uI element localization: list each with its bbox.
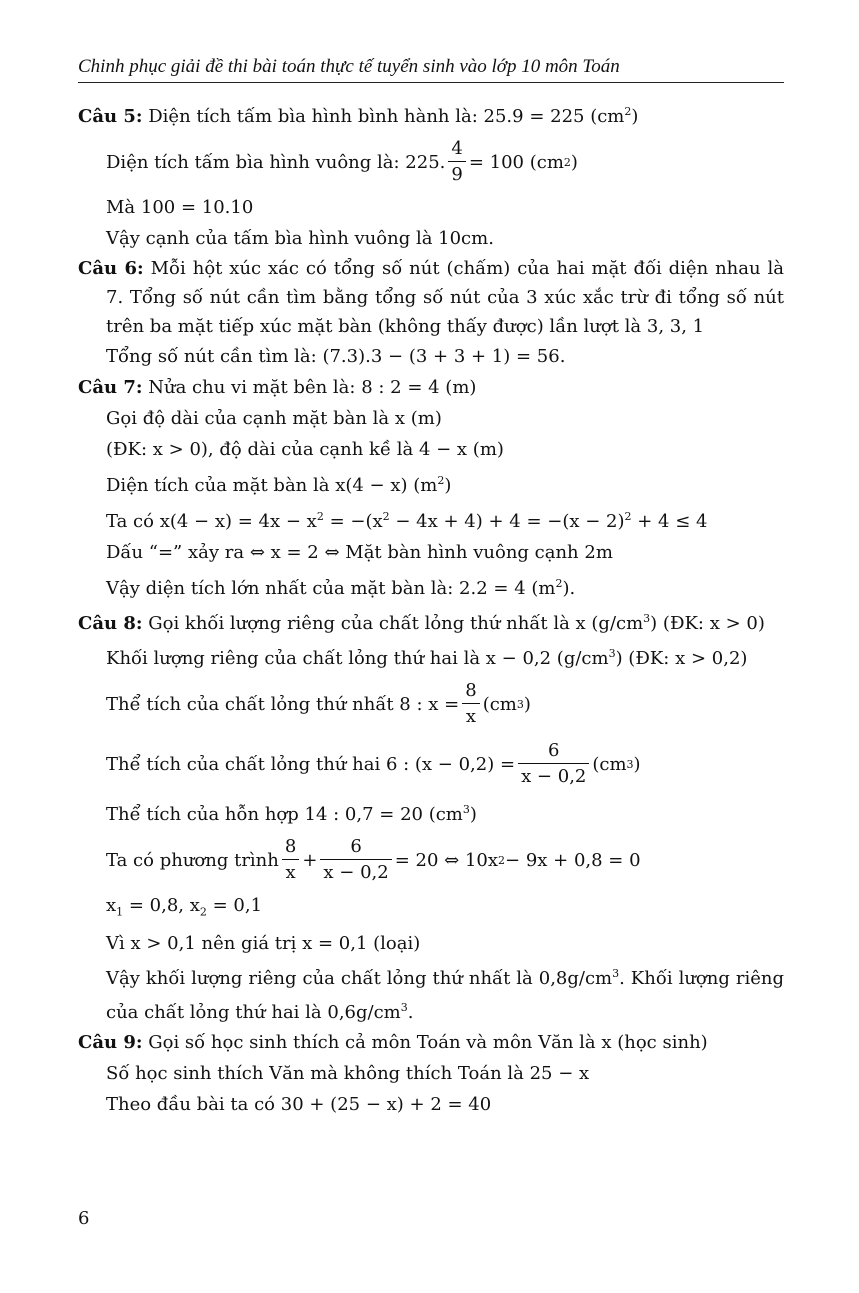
- c7-line-2: Gọi độ dài của cạnh mặt bàn là x (m): [106, 408, 442, 429]
- c8-line-8: Vì x > 0,1 nên giá trị x = 0,1 (loại): [106, 932, 421, 954]
- c7-line-6: Dấu “=” xảy ra ⇔ x = 2 ⇔ Mặt bàn hình vuông cạnh 2m: [106, 542, 613, 563]
- c9-line-1: Câu 9: Gọi số học sinh thích cả môn Toán và môn Văn là x (học sinh): [78, 1031, 708, 1053]
- c8-line-2: Khối lượng riêng của chất lỏng thứ hai là x − 0,2 $(g/cm^3)$ (ĐK: x > 0,2): [106, 647, 748, 669]
- c7-label: Câu 7:: [78, 377, 143, 398]
- fraction-8-x-eq: 8 x: [282, 835, 299, 886]
- c5-line-2: Diện tích tấm bìa hình vuông là: 225. $\frac{4}{9}$ = 100 (cm 2 ): [78, 132, 784, 192]
- c8-line-6: Ta có phương trình 8 x + $\frac{6}{x - 0,2}$ = 20 ⇔ 10x 2 − 9x + 0,8 = 0: [78, 830, 784, 890]
- c6-line-2: Tổng số nút cần tìm là: (7.3).3 − (3 + 3 + 1) = 56.: [106, 346, 566, 367]
- c5-line-1: Câu 5: Diện tích tấm bìa hình bình hành là: 25.9 = 225 $(cm^2)$: [78, 105, 639, 127]
- c5-line-4: Vậy cạnh của tấm bìa hình vuông là 10cm.: [106, 228, 494, 249]
- c8-line-4: Thể tích của chất lỏng thứ hai 6 : (x − 0,2) = $\frac{6}{x - 0,2}$ (cm 3 ): [78, 734, 784, 794]
- c7-line-5: Ta có $x(4 - x) = 4x - x^2 = -(x^2 - 4x + 4) + 4 = -(x - 2)^2 + 4 \le 4$: [106, 510, 708, 532]
- c8-paragraph: Câu 8: Gọi khối lượng riêng của chất lỏng thứ nhất là x $(g/cm^3)$ (ĐK: x > 0): [78, 612, 765, 634]
- fraction-4-9: $\frac{4}{9}$: [448, 137, 465, 188]
- c6-paragraph: Câu 6: Mỗi hột xúc xác có tổng số nút (chấm) của hai mặt đối diện nhau là 7. Tổng số nút cần tìm bằng tổng số nút của 3 xúc xắc trừ đi tổng số nút trên ba mặt tiếp xúc mặt bàn (không thấy được) lần lượt là 3, 3, 1: [78, 258, 784, 337]
- fraction-6-x-minus-0.2: $\frac{6}{x - 0,2}$: [518, 739, 589, 790]
- c6-label: Câu 6:: [78, 258, 144, 279]
- fraction-8-x: $\frac{8}{x}$: [462, 679, 479, 730]
- c8-line-5: Thể tích của hỗn hợp 14 : 0,7 = 20 $(cm^3)$: [106, 803, 477, 825]
- c7-line-7: Vậy diện tích lớn nhất của mặt bàn là: 2.2 = 4 $(m^2)$.: [106, 577, 576, 599]
- c8-label: Câu 8:: [78, 613, 143, 634]
- c8-line-7: $x_1 = 0,8$, $x_2 = 0,1$: [106, 895, 263, 919]
- c9-label: Câu 9:: [78, 1031, 143, 1053]
- fraction-6-eq: $\frac{6}{x - 0,2}$: [320, 835, 391, 886]
- c8-line-9: Vậy khối lượng riêng của chất lỏng thứ nhất là $0,8g/cm^3$. Khối lượng riêng của chất lỏng thứ hai là $0,6g/cm^3$.: [106, 966, 784, 1023]
- running-header: Chinh phục giải đề thi bài toán thực tế tuyển sinh vào lớp 10 môn Toán: [78, 56, 784, 83]
- c7-line-3: (ĐK: x > 0), độ dài của cạnh kề là 4 − x (m): [106, 439, 504, 460]
- page-content: [78, 96, 784, 1120]
- c5-label: Câu 5:: [78, 106, 143, 127]
- c9-line-3: Theo đầu bài ta có 30 + (25 − x) + 2 = 40: [106, 1093, 492, 1115]
- c7-line-4: Diện tích của mặt bàn là x(4 − x) $(m^2)$: [106, 474, 452, 496]
- page-number: 6: [78, 1208, 90, 1229]
- c7-line-1: Câu 7: Nửa chu vi mặt bên là: 8 : 2 = 4 (m): [78, 377, 477, 398]
- c8-line-3: Thể tích của chất lỏng thứ nhất 8 : x = $\frac{8}{x}$ (cm 3 ): [78, 674, 784, 734]
- c9-line-2: Số học sinh thích Văn mà không thích Toán là 25 − x: [106, 1062, 590, 1084]
- c5-line-3: Mà 100 = 10.10: [106, 197, 254, 218]
